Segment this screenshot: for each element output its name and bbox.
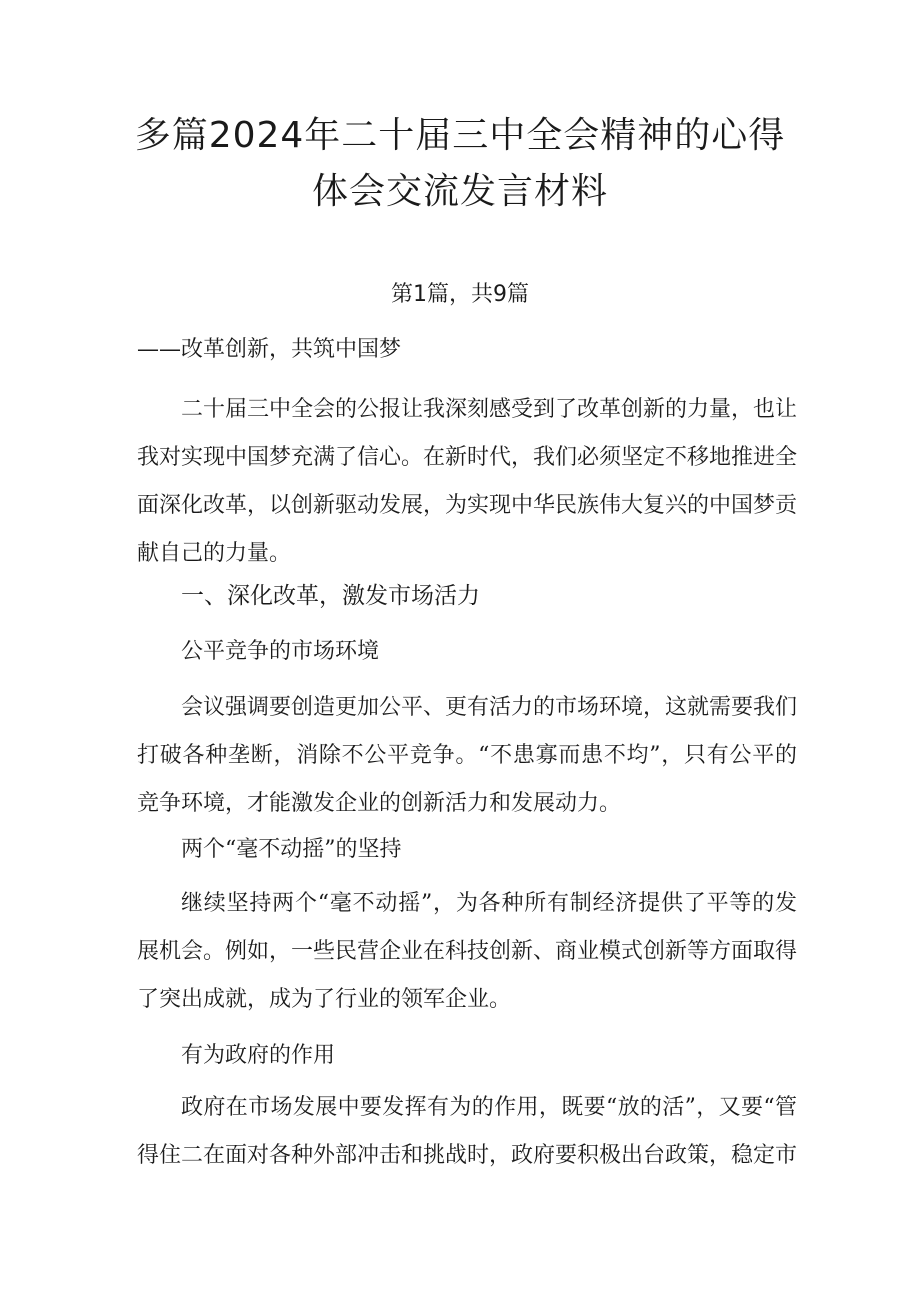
subsection-title: 公平竞争的市场环境 — [181, 639, 380, 664]
subsection-paragraph: 会议强调要创造更加公平、更有活力的市场环境，这就需要我们打破各种垄断，消除不公平竞争。“不患寡而患不均”，只有公平的竞争环境，才能激发企业的创新活力和发展动力。 — [137, 695, 798, 816]
document-title: 多篇2024年二十届三中全会精神的心得体会交流发言材料 — [134, 115, 786, 212]
subsection-paragraph: 政府在市场发展中要发挥有为的作用，既要“放的活”，又要“管得住二在面对各种外部冲击和挑战时，政府要积极出台政策，稳定市 — [137, 1095, 798, 1168]
subsection-title: 两个“毫不动摇”的坚持 — [181, 837, 402, 862]
subsection-paragraph: 继续坚持两个“毫不动摇”，为各种所有制经济提供了平等的发展机会。例如，一些民营企业在科技创新、商业模式创新等方面取得了突出成就，成为了行业的领军企业。 — [137, 891, 798, 1012]
intro-paragraph: 二十届三中全会的公报让我深刻感受到了改革创新的力量，也让我对实现中国梦充满了信心。在新时代，我们必须坚定不移地推进全面深化改革，以创新驱动发展，为实现中华民族伟大复兴的中国梦贡献自己的力量。 — [137, 397, 798, 566]
subtitle: ——改革创新，共筑中国梦 — [137, 337, 402, 362]
section-heading: 一、深化改革，激发市场活力 — [181, 583, 480, 609]
subsection-title: 有为政府的作用 — [181, 1043, 336, 1068]
part-label: 第1篇，共9篇 — [391, 282, 529, 307]
